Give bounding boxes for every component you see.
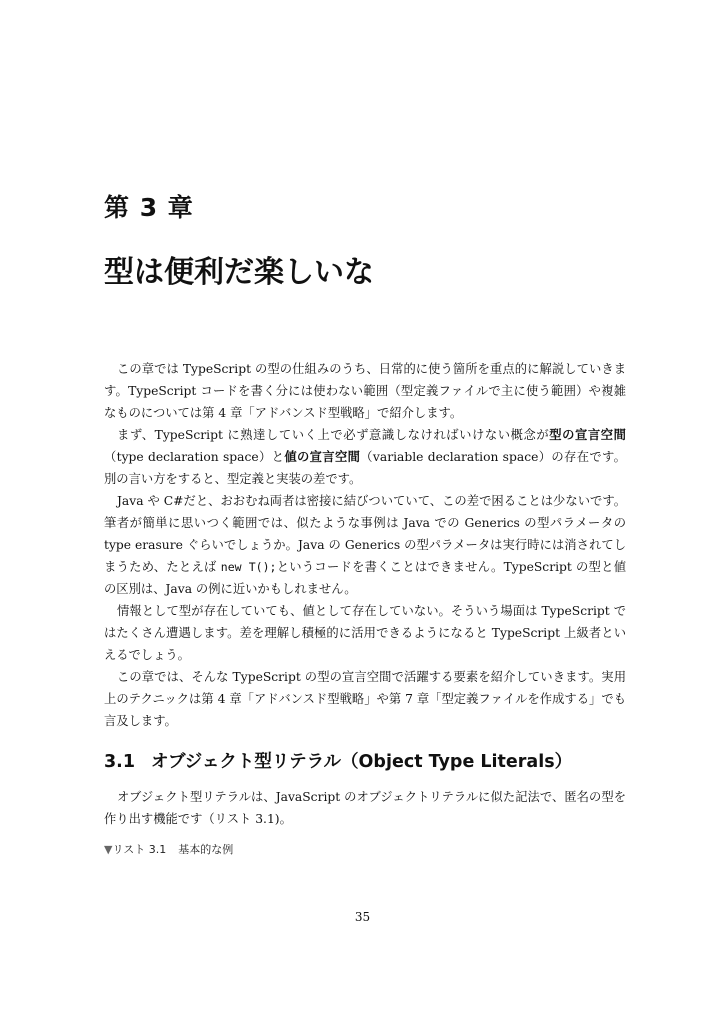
listing-caption <box>104 842 233 858</box>
p3-text-before: Java や C#だと、おおむね両者は密接に結びついていて、この差で困ることは少ないです。筆者が簡単に思いつく範囲では、似たような事例は Java での Generics の型パラメータの type erasure ぐらいでしょうか。Java の Generics の型パラメータは実行時には消されてしまうため、たとえば <box>104 494 626 574</box>
intro-paragraph-2 <box>104 424 626 490</box>
page-number: 35 <box>354 910 371 924</box>
section-number: 3.1 <box>104 752 136 772</box>
term-type-declaration-space: 型の宣言空間 <box>549 428 626 442</box>
p2-text-mid: （type declaration space）と <box>104 450 285 464</box>
p2-text-before: まず、TypeScript に熟達していく上で必ず意識しなければいけない概念が <box>117 428 550 442</box>
section-body <box>104 786 626 830</box>
p2-text-after: （variable declaration space）の存在です。別の言い方をすると、型定義と実装の差です。 <box>104 450 626 486</box>
section-paragraph: オブジェクト型リテラルは、JavaScript のオブジェクトリテラルに似た記法で、匿名の型を作り出す機能です（リスト 3.1)。 <box>104 790 626 826</box>
section-heading <box>104 749 572 775</box>
listing-title: 基本的な例 <box>178 843 234 856</box>
chapter-title: 型は便利だ楽しいな <box>104 255 374 290</box>
intro-paragraph-3 <box>104 490 626 600</box>
inline-code: new T(); <box>220 560 277 574</box>
p3-text-after: というコードを書くことはできません。TypeScript の型と値の区別は、Java の例に近いかもしれません。 <box>104 560 626 596</box>
term-variable-declaration-space: 値の宣言空間 <box>284 450 361 464</box>
intro-paragraph-1: この章では TypeScript の型の仕組みのうち、日常的に使う箇所を重点的に解説していきます。TypeScript コードを書く分には使わない範囲（型定義ファイルで主に使う範囲）や複雑なものについては第 4 章「アドバンスド型戦略」で紹介します。 <box>104 362 626 420</box>
triangle-icon: ▼ <box>104 843 113 856</box>
listing-label: リスト 3.1 <box>112 843 167 856</box>
section-title: オブジェクト型リテラル（Object Type Literals） <box>151 752 573 772</box>
intro-body <box>104 358 626 732</box>
intro-paragraph-5: この章では、そんな TypeScript の型の宣言空間で活躍する要素を紹介していきます。実用上のテクニックは第 4 章「アドバンスド型戦略」や第 7 章「型定義ファイルを作成する」でも言及します。 <box>104 670 626 728</box>
chapter-label: 第 3 章 <box>104 193 194 222</box>
intro-paragraph-4: 情報として型が存在していても、値として存在していない。そういう場面は TypeScript ではたくさん遭遇します。差を理解し積極的に活用できるようになると TypeScript 上級者といえるでしょう。 <box>104 604 626 662</box>
